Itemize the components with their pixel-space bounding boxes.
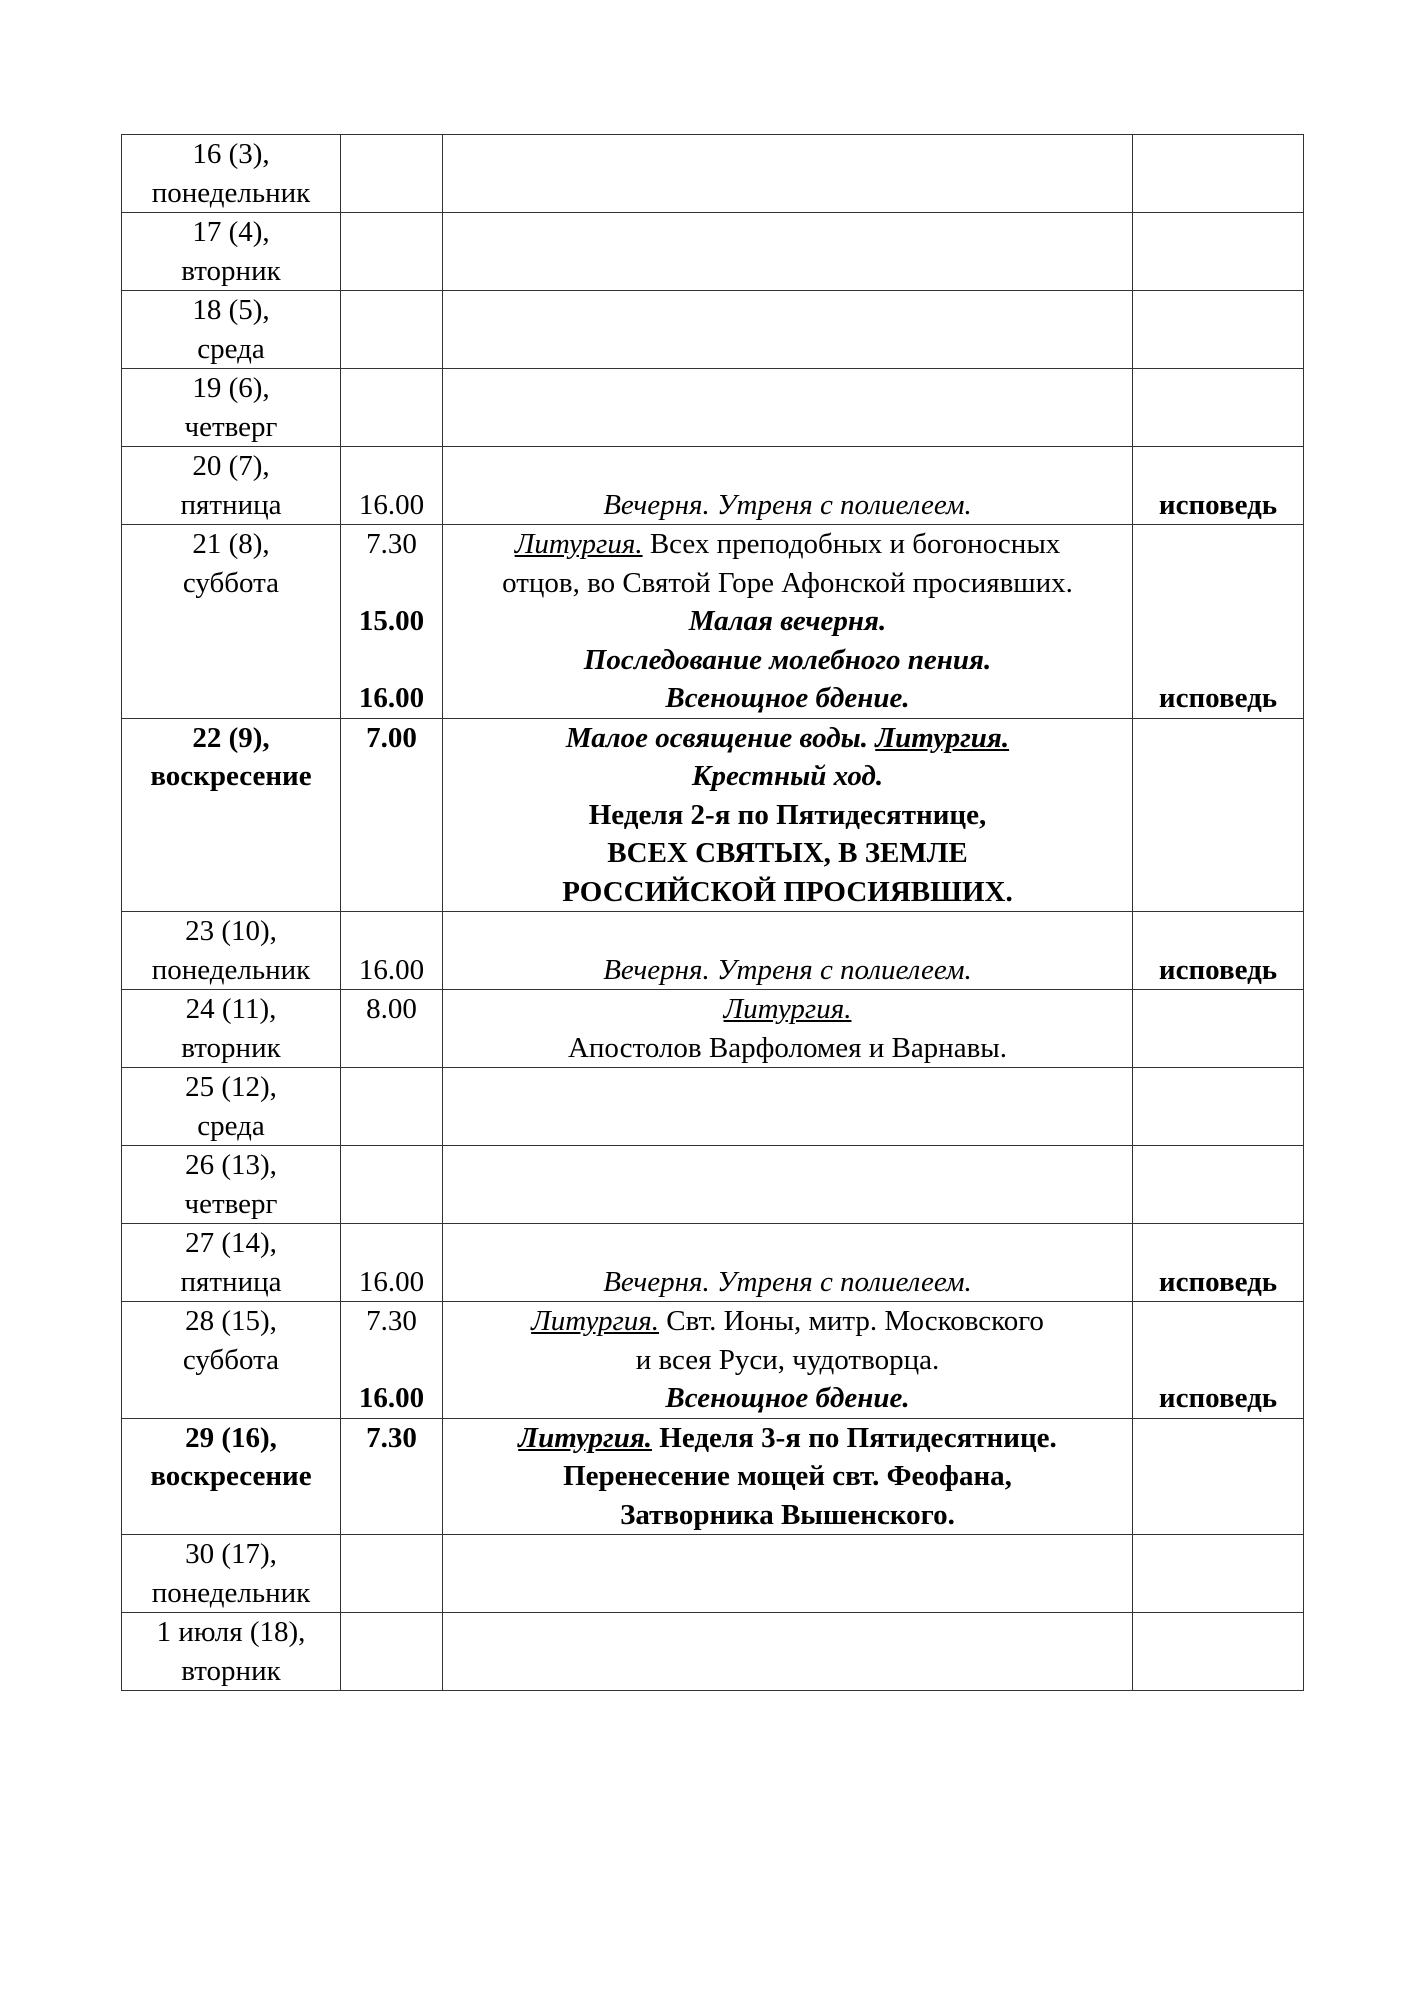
service-cell [443,369,1133,447]
time-cell [341,718,443,912]
schedule-row [122,1224,1304,1302]
service-line [443,679,1132,718]
blank-line [341,834,442,873]
day-weekday: четверг [184,1187,278,1220]
time-cell [341,1613,443,1691]
service-line [443,564,1132,603]
time-cell [341,135,443,213]
blank-line [341,873,442,912]
service-line [443,1263,1132,1302]
day-date: 26 (13), [185,1149,277,1181]
blank-line [341,213,442,252]
day-cell [122,912,341,990]
blank-line [341,252,442,291]
service-line [443,1029,1132,1068]
day-weekday: вторник [181,1031,281,1064]
confession-cell [1133,912,1304,990]
confession-label: исповедь [1158,1265,1278,1298]
day-weekday: вторник [181,1654,281,1687]
blank-line [341,1496,442,1535]
schedule-row [122,1535,1304,1613]
service-time: 16.00 [358,1382,425,1414]
day-weekday: пятница [180,1265,282,1298]
time-cell [341,1224,443,1302]
blank-line [443,408,1132,447]
confession-label: исповедь [1158,682,1278,714]
service-time: 7.30 [366,1305,417,1337]
service-time: 7.00 [366,721,417,754]
day-date: 16 (3), [192,138,270,170]
day-cell [122,213,341,291]
service-cell [443,1302,1133,1419]
service-text: Литургия. [518,1421,653,1454]
blank-line [443,330,1132,369]
service-line [443,641,1132,680]
service-cell [443,1224,1133,1302]
time-cell [341,291,443,369]
service-text: Неделя 3-я по Пятидесятнице. [652,1421,1057,1454]
service-text: Малое освящение воды. [565,721,876,754]
blank-line [443,174,1132,213]
service-line [443,1302,1132,1341]
blank-line [341,1224,442,1263]
service-cell [443,1146,1133,1224]
schedule-row [122,912,1304,990]
blank-line [443,1224,1132,1263]
day-cell [122,718,341,912]
schedule-row [122,525,1304,719]
day-date: 20 (7), [192,450,270,482]
service-text: Неделя 2-я по Пятидесятнице, [588,798,987,831]
schedule-row [122,213,1304,291]
day-date: 19 (6), [192,372,270,404]
confession-cell [1133,1224,1304,1302]
service-cell [443,525,1133,719]
service-line [443,525,1132,564]
day-cell [122,291,341,369]
confession-cell [1133,1613,1304,1691]
service-text: Вечерня. Утреня с полиелеем. [603,953,972,986]
time-cell [341,369,443,447]
blank-line [443,1535,1132,1574]
confession-cell [1133,718,1304,912]
confession-cell [1133,135,1304,213]
blank-line [341,1574,442,1613]
service-line [443,873,1132,912]
service-text: и всея Руси, чудотворца. [635,1343,940,1376]
service-line [443,1496,1132,1535]
blank-line [443,135,1132,174]
day-cell [122,1613,341,1691]
blank-line [443,213,1132,252]
service-text: Всенощное бдение. [665,1382,910,1414]
service-text: Последование молебного пения. [583,643,992,676]
schedule-row [122,1302,1304,1419]
schedule-row [122,718,1304,912]
blank-line [443,912,1132,951]
schedule-row [122,1068,1304,1146]
day-date: 18 (5), [192,294,270,326]
service-text: Крестный ход. [691,760,884,792]
blank-line [341,174,442,213]
day-cell [122,1302,341,1419]
blank-line [443,1652,1132,1691]
blank-line [443,447,1132,486]
day-cell [122,1146,341,1224]
service-text: Затворника Вышенского. [620,1498,955,1531]
service-text: ВСЕХ СВЯТЫХ, В ЗЕМЛЕ [607,837,968,869]
schedule-row [122,990,1304,1068]
time-cell [341,1068,443,1146]
blank-line [443,1146,1132,1185]
blank-line [341,1457,442,1496]
blank-line [341,641,442,680]
day-date: 25 (12), [185,1071,277,1103]
day-date: 29 (16), [185,1421,277,1454]
day-date: 17 (4), [192,216,270,248]
blank-line [341,1341,442,1380]
blank-line [443,1068,1132,1107]
day-cell [122,1535,341,1613]
service-line [443,834,1132,873]
service-line [443,796,1132,835]
time-cell [341,1535,443,1613]
time-cell [341,525,443,719]
day-weekday: среда [197,332,265,365]
service-line [443,1379,1132,1418]
day-weekday: суббота [182,1343,280,1376]
blank-line [341,369,442,408]
confession-cell [1133,369,1304,447]
service-cell [443,718,1133,912]
blank-line [341,1185,442,1224]
service-line [443,1341,1132,1380]
blank-line [443,1613,1132,1652]
time-cell [341,1302,443,1419]
blank-line [443,1107,1132,1146]
confession-cell [1133,1146,1304,1224]
service-cell [443,291,1133,369]
day-date: 30 (17), [185,1538,277,1570]
schedule-row [122,135,1304,213]
day-weekday: понедельник [151,953,311,986]
service-line [443,951,1132,990]
blank-line [341,330,442,369]
blank-line [443,291,1132,330]
service-cell [443,447,1133,525]
blank-line [341,447,442,486]
day-date: 24 (11), [185,993,277,1025]
service-time: 7.30 [366,528,417,560]
service-cell [443,213,1133,291]
service-line [443,1419,1132,1458]
confession-cell [1133,1535,1304,1613]
service-cell [443,990,1133,1068]
time-cell [341,213,443,291]
service-text: Свт. Ионы, митр. Московского [659,1305,1044,1337]
blank-line [341,408,442,447]
service-text: Малая вечерня. [688,605,887,637]
service-line [443,1457,1132,1496]
confession-label: исповедь [1158,488,1278,521]
confession-cell [1133,213,1304,291]
service-text: Литургия. [514,528,643,560]
day-weekday: воскресение [150,1460,312,1492]
day-date: 27 (14), [185,1227,277,1259]
confession-cell [1133,291,1304,369]
service-text: отцов, во Святой Горе Афонской просиявших. [502,566,1073,599]
day-date: 22 (9), [192,721,270,754]
confession-label: исповедь [1158,953,1278,986]
schedule-row [122,1418,1304,1535]
blank-line [341,135,442,174]
day-weekday: понедельник [151,1576,311,1609]
service-line [443,602,1132,641]
confession-cell [1133,1302,1304,1419]
day-weekday: суббота [182,566,280,599]
time-cell [341,1146,443,1224]
schedule-body [122,135,1304,1691]
service-text: РОССИЙСКОЙ ПРОСИЯВШИХ. [562,875,1013,908]
schedule-table [121,134,1304,1691]
day-cell [122,1224,341,1302]
blank-line [341,1029,442,1068]
schedule-row [122,447,1304,525]
day-weekday: четверг [184,410,278,443]
time-cell [341,1418,443,1535]
service-time: 7.30 [366,1421,417,1454]
service-line [443,719,1132,758]
service-line [443,486,1132,525]
time-cell [341,912,443,990]
service-text: Вечерня. Утреня с полиелеем. [603,1265,972,1298]
confession-label: исповедь [1158,1382,1278,1414]
confession-cell [1133,1068,1304,1146]
service-cell [443,135,1133,213]
blank-line [443,252,1132,291]
confession-cell [1133,447,1304,525]
blank-line [341,291,442,330]
service-line [443,757,1132,796]
blank-line [341,1613,442,1652]
confession-cell [1133,525,1304,719]
day-weekday: пятница [180,488,282,521]
day-cell [122,135,341,213]
day-cell [122,447,341,525]
service-cell [443,912,1133,990]
blank-line [443,1185,1132,1224]
day-cell [122,369,341,447]
time-cell [341,447,443,525]
service-text: Литургия. [723,993,852,1025]
day-cell [122,525,341,719]
blank-line [341,564,442,603]
schedule-row [122,1146,1304,1224]
day-weekday: воскресение [150,760,312,792]
service-time: 15.00 [358,605,425,637]
blank-line [341,1652,442,1691]
blank-line [443,369,1132,408]
service-cell [443,1613,1133,1691]
day-cell [122,990,341,1068]
time-cell [341,990,443,1068]
day-weekday: понедельник [151,176,311,209]
day-date: 28 (15), [185,1305,277,1337]
blank-line [341,1107,442,1146]
day-date: 23 (10), [185,915,277,947]
service-text: Всех преподобных и богоносных [642,528,1061,560]
confession-cell [1133,1418,1304,1535]
service-cell [443,1535,1133,1613]
confession-cell [1133,990,1304,1068]
service-time: 16.00 [358,1265,425,1298]
day-cell [122,1418,341,1535]
service-cell [443,1418,1133,1535]
blank-line [443,1574,1132,1613]
day-weekday: вторник [181,254,281,287]
schedule-row [122,291,1304,369]
blank-line [341,757,442,796]
service-time: 8.00 [366,993,417,1025]
day-date: 1 июля (18), [156,1616,306,1648]
blank-line [341,796,442,835]
service-text: Литургия. [531,1305,660,1337]
service-text: Вечерня. Утреня с полиелеем. [603,488,972,521]
schedule-row [122,1613,1304,1691]
blank-line [341,1068,442,1107]
service-text: Апостолов Варфоломея и Варнавы. [567,1031,1008,1064]
service-text: Перенесение мощей свт. Феофана, [563,1460,1012,1492]
service-time: 16.00 [358,953,425,986]
day-cell [122,1068,341,1146]
schedule-row [122,369,1304,447]
day-weekday: среда [197,1109,265,1142]
service-time: 16.00 [358,488,425,521]
blank-line [341,912,442,951]
service-text: Литургия. [875,721,1010,754]
blank-line [341,1535,442,1574]
service-time: 16.00 [358,682,425,714]
blank-line [341,1146,442,1185]
service-line [443,990,1132,1029]
service-cell [443,1068,1133,1146]
service-text: Всенощное бдение. [665,682,910,714]
day-date: 21 (8), [192,528,270,560]
